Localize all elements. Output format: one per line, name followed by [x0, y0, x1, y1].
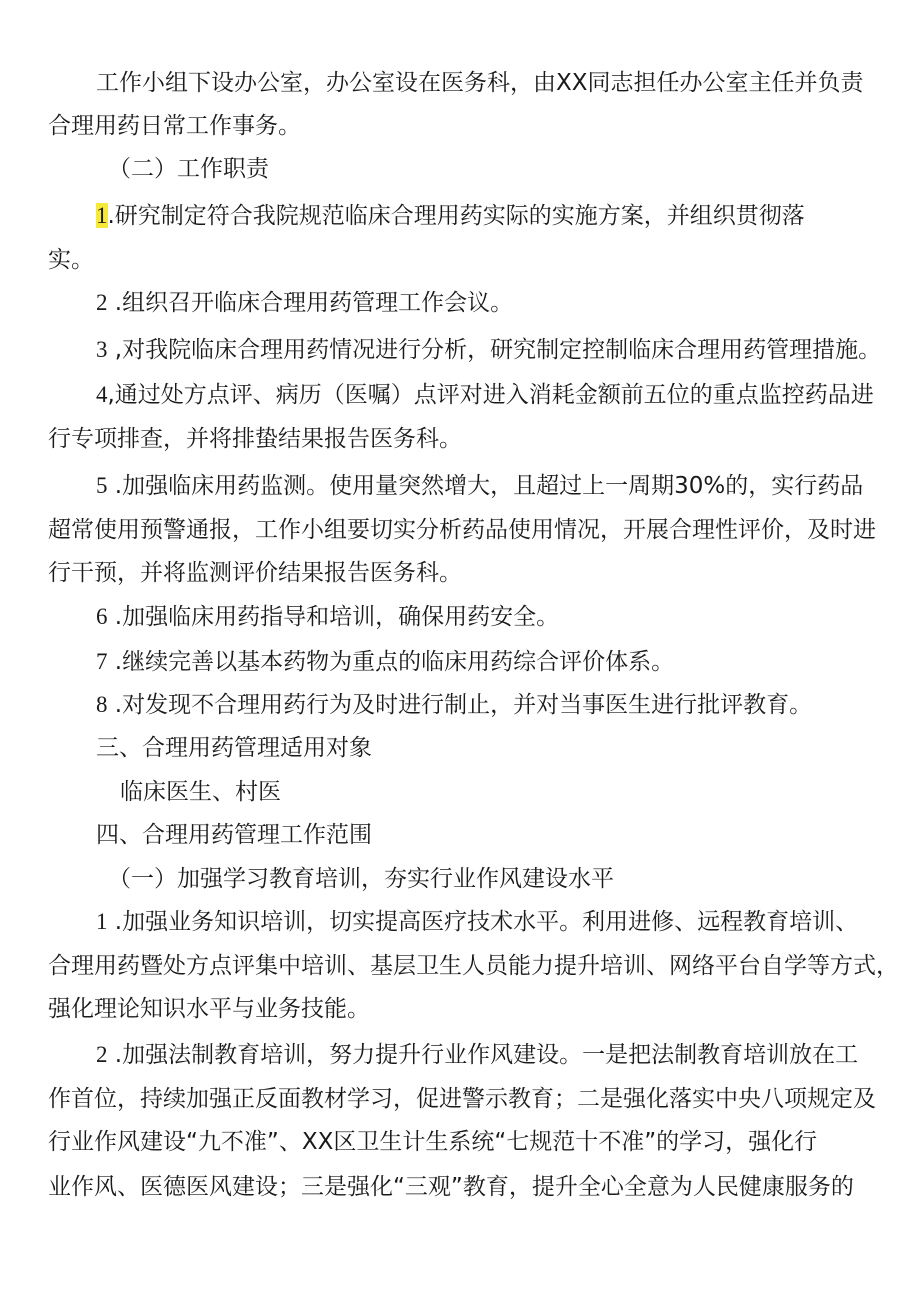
duty-item-7 — [96, 647, 674, 677]
section-4-sub-1-heading: （一）加强学习教育培训，夯实行业作风建设水平 — [108, 866, 614, 892]
duty-item-3-number: 3 — [96, 337, 108, 362]
duty-item-7-text: .继续完善以基本药物为重点的临床用药综合评价体系。 — [107, 649, 675, 675]
office-paragraph-line-2: 合理用药日常工作事务。 — [48, 113, 301, 139]
duty-item-8 — [96, 690, 812, 720]
duty-item-2-number: 2 — [96, 290, 108, 315]
duty-item-1-number: 1 — [96, 203, 108, 228]
duty-item-5-text: .加强临床用药监测。使用量突然增大，且超过上一周期30%的，实行药品 — [107, 473, 864, 499]
duty-item-8-number: 8 — [96, 692, 108, 717]
duty-item-4-text: ,通过处方点评、病历（医嘱）点评对进入消耗金额前五位的重点监控药品进 — [107, 382, 874, 408]
duty-item-4-number: 4 — [96, 382, 108, 407]
office-paragraph-line-1: 工作小组下设办公室，办公室设在医务科，由XX同志担任办公室主任并负责 — [96, 70, 864, 96]
duty-item-6 — [96, 602, 559, 632]
scope-item-2-line-3: 行业作风建设“九不准”、XX区卫生计生系统“七规范十不准”的学习，强化行 — [48, 1129, 818, 1155]
duty-item-2 — [96, 288, 513, 318]
scope-item-2-text: .加强法制教育培训，努力提升行业作风建设。一是把法制教育培训放在工 — [107, 1042, 859, 1068]
duty-item-5-number: 5 — [96, 473, 108, 498]
scope-item-2-line-1 — [96, 1040, 858, 1070]
duty-item-7-number: 7 — [96, 649, 108, 674]
duty-item-1-line-1 — [96, 201, 805, 231]
duty-item-6-number: 6 — [96, 604, 108, 629]
scope-item-1-number: 1 — [96, 909, 108, 934]
duty-item-6-text: .加强临床用药指导和培训，确保用药安全。 — [107, 604, 560, 630]
scope-item-2-number: 2 — [96, 1042, 108, 1067]
duty-item-5-line-2: 超常使用预警通报，工作小组要切实分析药品使用情况，开展合理性评价，及时进 — [48, 517, 876, 543]
duty-item-3-text: ,对我院临床合理用药情况进行分析，研究制定控制临床合理用药管理措施。 — [107, 337, 882, 363]
section-3-heading: 三、合理用药管理适用对象 — [96, 735, 372, 761]
scope-item-1-line-3: 强化理论知识水平与业务技能。 — [48, 996, 370, 1022]
scope-item-1-line-2: 合理用药暨处方点评集中培训、基层卫生人员能力提升培训、网络平台自学等方式， — [48, 953, 899, 979]
duty-item-4-line-2: 行专项排查，并将排蛰结果报告医务科。 — [48, 426, 462, 452]
duty-item-1-text: .研究制定符合我院规范临床合理用药实际的实施方案，并组织贯彻落 — [107, 203, 805, 229]
duty-item-4-line-1 — [96, 380, 874, 410]
duty-item-3 — [96, 335, 881, 365]
section-4-heading: 四、合理用药管理工作范围 — [96, 822, 372, 848]
duty-item-5-line-1 — [96, 471, 863, 501]
duty-item-1-line-2: 实。 — [48, 247, 94, 273]
scope-item-1-line-1 — [96, 907, 858, 937]
duty-item-2-text: .组织召开临床合理用药管理工作会议。 — [107, 290, 514, 316]
scope-item-1-text: .加强业务知识培训，切实提高医疗技术水平。利用进修、远程教育培训、 — [107, 909, 859, 935]
scope-item-2-line-4: 业作风、医德医风建设；三是强化“三观”教育，提升全心全意为人民健康服务的 — [48, 1174, 854, 1200]
scope-item-2-line-2: 作首位，持续加强正反面教材学习，促进警示教育；二是强化落实中央八项规定及 — [48, 1086, 876, 1112]
duties-heading: （二）工作职责 — [108, 156, 269, 182]
section-3-text: 临床医生、村医 — [120, 779, 281, 805]
duty-item-5-line-3: 行干预，并将监测评价结果报告医务科。 — [48, 560, 462, 586]
duty-item-8-text: .对发现不合理用药行为及时进行制止，并对当事医生进行批评教育。 — [107, 692, 813, 718]
